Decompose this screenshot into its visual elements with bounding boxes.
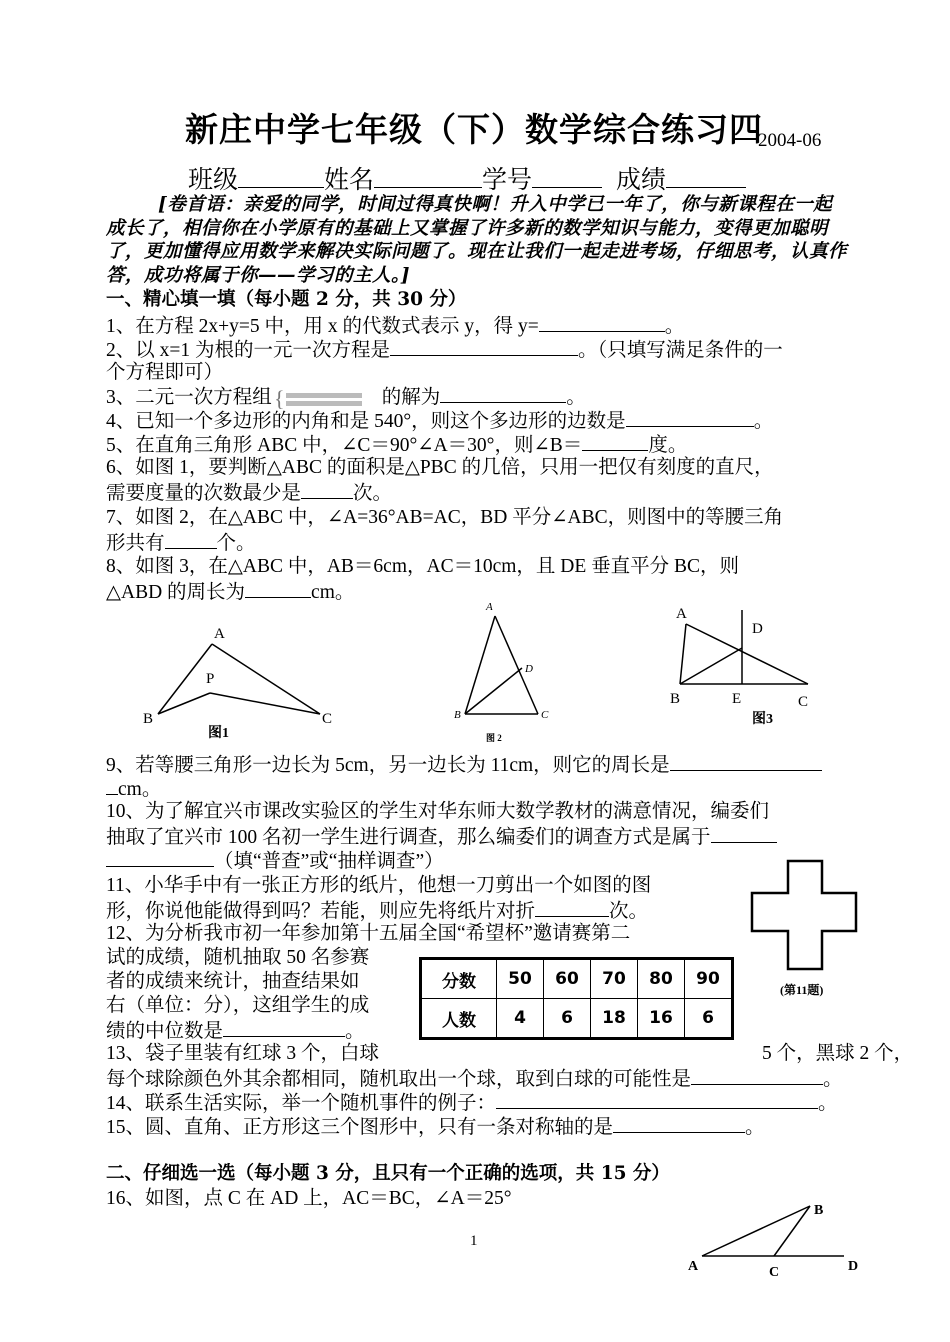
figure-16-triangle (684, 1196, 870, 1278)
q5-text: 5、在直角三角形 ABC 中，∠C＝90°∠A＝30°，则∠B＝ (106, 435, 583, 456)
q10-text: 抽取了宜兴市 100 名初一学生进行调查，那么编委们的调查方式是属于 (106, 827, 711, 848)
q4-text: 4、已知一个多边形的内角和是 540°，则这个多边形的边数是 (106, 411, 626, 432)
table-cell: 6 (685, 999, 733, 1039)
q9-text: 9、若等腰三角形一边长为 5cm，另一边长为 11cm，则它的周长是 (106, 755, 670, 776)
fig1-label-C: C (322, 711, 333, 727)
fig1-label-B: B (143, 711, 154, 727)
q1-text: 1、在方程 2x+y=5 中，用 x 的代数式表示 y，得 y= (106, 316, 539, 337)
question-6: 6、如图 1，要判断△ABC 的面积是△PBC 的几倍，只用一把仅有刻度的直尺， (106, 457, 774, 478)
q9-continued (106, 776, 161, 802)
q8-text-tail: cm。 (311, 582, 355, 603)
q12-line-5: 绩的中位数是 。 (106, 1018, 365, 1044)
q9-text-tail: cm。 (118, 779, 162, 800)
q11-text: 形，你说他能做得到吗？若能，则应先将纸片对折 (106, 901, 536, 922)
q8-continued (106, 579, 354, 605)
table-cell: 60 (544, 959, 591, 999)
question-12: 12、为分析我市初一年参加第十五届全国“希望杯”邀请赛第二 (106, 923, 631, 944)
q2-text-tail: 。（只填写满足条件的一 (578, 340, 783, 361)
q11-continued (106, 898, 648, 924)
q6-answer-blank[interactable] (301, 480, 353, 499)
exam-date: 2004-06 (758, 130, 822, 151)
table-cell: 50 (497, 959, 544, 999)
fig2-label-D: D (525, 663, 533, 675)
student-info-line (188, 160, 746, 196)
table-cell: 80 (638, 959, 685, 999)
question-4: 4、已知一个多边形的内角和是 540°，则这个多边形的边数是 。 (106, 408, 773, 434)
question-9 (106, 752, 822, 778)
question-15: 15、圆、直角、正方形这三个图形中，只有一条对称轴的是 。 (106, 1114, 765, 1140)
fig3-label-A: A (676, 606, 687, 622)
fig3-label-B: B (670, 691, 681, 707)
fig1-label-A: A (214, 626, 225, 642)
score-table (419, 957, 734, 1040)
fig3-label-C: C (798, 694, 809, 710)
q12-answer-blank[interactable] (223, 1018, 345, 1037)
table-cell: 16 (638, 999, 685, 1039)
q13-answer-blank[interactable] (691, 1066, 823, 1085)
page-title: 新庄中学七年级（下）数学综合练习四 (185, 110, 763, 149)
section1-heading: 一、精心填一填（每小题 2 分，共 30 分） (106, 289, 467, 310)
q2-text: 2、以 x=1 为根的一元一次方程是 (106, 340, 390, 361)
figure-1-triangle-abc-p (140, 618, 340, 744)
question-10: 10、为了解宜兴市课改实验区的学生对华东师大数学教材的满意情况，编委们 (106, 801, 770, 822)
question-8: 8、如图 3，在△ABC 中，AB＝6cm，AC＝10cm，且 DE 垂直平分 BC，则 (106, 556, 740, 577)
fig3-label-D: D (752, 621, 763, 637)
q10-text-tail: （填“普查”或“抽样调查”） (214, 851, 444, 872)
number-blank[interactable] (532, 165, 602, 188)
q7-text: 形共有 (106, 533, 165, 554)
q5-answer-blank[interactable] (582, 432, 648, 451)
score-label: 成绩 (616, 165, 667, 194)
name-label: 姓名 (324, 165, 375, 194)
fig1-caption: 图1 (208, 726, 229, 741)
q11-answer-blank[interactable] (535, 898, 609, 917)
q7-answer-blank[interactable] (165, 530, 217, 549)
fig11-caption: (第11题) (780, 983, 824, 997)
q13-continued: 每个球除颜色外其余都相同，随机取出一个球，取到白球的可能性是 。 (106, 1066, 843, 1092)
q12-line-2: 试的成绩，随机抽取 50 名参赛 (106, 947, 370, 968)
q5-text-tail: 度。 (648, 435, 688, 456)
class-label: 班级 (188, 165, 239, 194)
preface-text: [卷首语：亲爱的同学，时间过得真快啊！升入中学已一年了，你与新课程在一起成长了，相信你在小学原有的基础上又掌握了许多新的数学知识与能力，变得更加聪明了，更加懂得应用数学来解决实际问题了。现在让我们一起走进考场，仔细思考，认真作答，成功将属于你——学习的主人。] (106, 194, 848, 286)
question-3: 3、二元一次方程组 { 的解为 。 (106, 384, 586, 410)
table-header-cell: 分数 (421, 959, 497, 999)
fig16-label-D: D (848, 1259, 859, 1274)
q8-answer-blank[interactable] (245, 579, 311, 598)
q10-continued-2 (106, 848, 444, 874)
table-cell: 70 (591, 959, 638, 999)
table-cell: 4 (497, 999, 544, 1039)
fig3-label-E: E (732, 691, 742, 707)
question-13: 13、袋子里装有红球 3 个，白球 (106, 1043, 380, 1064)
table-row (421, 959, 733, 999)
table-row (421, 999, 733, 1039)
q2-answer-blank[interactable] (390, 337, 578, 356)
svg-text:{: { (273, 388, 285, 411)
q3-text: 3、二元一次方程组 (106, 387, 272, 408)
q8-text: △ABD 的周长为 (106, 582, 246, 603)
score-blank[interactable] (666, 165, 746, 188)
table-cell: 18 (591, 999, 638, 1039)
question-16: 16、如图，点 C 在 AD 上，AC＝BC，∠A＝25° (106, 1188, 512, 1209)
question-1: 1、在方程 2x+y=5 中，用 x 的代数式表示 y，得 y= 。 (106, 313, 684, 339)
q12-text: 绩的中位数是 (106, 1021, 224, 1042)
q6-text-tail: 次。 (353, 483, 393, 504)
q10-answer-blank-cont[interactable] (106, 848, 214, 867)
q9-answer-blank-cont[interactable] (106, 776, 118, 795)
fig1-label-P: P (206, 671, 215, 687)
q15-text: 15、圆、直角、正方形这三个图形中，只有一条对称轴的是 (106, 1117, 614, 1138)
q4-answer-blank[interactable] (626, 408, 754, 427)
question-14: 14、联系生活实际，举一个随机事件的例子： 。 (106, 1090, 838, 1116)
question-2 (106, 337, 783, 363)
q14-answer-blank[interactable] (496, 1090, 818, 1109)
fig3-caption: 图3 (752, 712, 773, 727)
fig16-label-B: B (814, 1203, 824, 1218)
fig2-label-A: A (486, 601, 493, 613)
q10-answer-blank[interactable] (711, 824, 777, 843)
name-blank[interactable] (374, 165, 482, 188)
q2-continued: 个方程即可） (106, 362, 224, 383)
q12-line-4: 右（单位：分），这组学生的成 (106, 995, 370, 1016)
q9-answer-blank[interactable] (670, 752, 822, 771)
question-5 (106, 432, 687, 458)
q3-text-tail: 的解为 (381, 387, 441, 408)
q15-answer-blank[interactable] (613, 1114, 745, 1133)
number-label: 学号 (482, 165, 533, 194)
fig2-caption: 图 2 (486, 733, 502, 743)
table-cell: 90 (685, 959, 733, 999)
fig2-label-C: C (541, 709, 549, 721)
q13-text-right: 5 个，黑球 2 个， (762, 1043, 914, 1064)
q6-continued (106, 480, 392, 506)
figure-3-triangle-perpendicular-bisector (668, 600, 828, 730)
equation-system-image (272, 389, 382, 409)
question-11: 11、小华手中有一张正方形的纸片，他想一刀剪出一个如图的图 (106, 875, 652, 896)
section2-heading: 二、仔细选一选（每小题 3 分，且只有一个正确的选项，共 15 分） (106, 1163, 670, 1184)
question-7: 7、如图 2，在△ABC 中，∠A=36°AB=AC，BD 平分∠ABC，则图中的等腰三角 (106, 507, 784, 528)
page-number: 1 (470, 1233, 478, 1249)
fig16-label-A: A (688, 1259, 699, 1274)
q1-answer-blank[interactable] (539, 313, 665, 332)
figure-2-isosceles-triangle (450, 598, 560, 748)
q6-text: 需要度量的次数最少是 (106, 483, 302, 504)
q3-answer-blank[interactable] (440, 384, 566, 403)
table-header-cell: 人数 (421, 999, 497, 1039)
q11-text-tail: 次。 (609, 901, 649, 922)
q14-text: 14、联系生活实际，举一个随机事件的例子： (106, 1093, 497, 1114)
fig2-label-B: B (454, 709, 461, 721)
q12-line-3: 者的成绩来统计，抽查结果如 (106, 971, 360, 992)
table-cell: 6 (544, 999, 591, 1039)
q7-continued (106, 530, 256, 556)
fig16-label-C: C (769, 1265, 780, 1278)
figure-11-cross-shape (746, 857, 866, 1002)
q10-continued (106, 824, 777, 850)
q13-text: 每个球除颜色外其余都相同，随机取出一个球，取到白球的可能性是 (106, 1069, 692, 1090)
q7-text-tail: 个。 (216, 533, 256, 554)
class-blank[interactable] (238, 165, 324, 188)
